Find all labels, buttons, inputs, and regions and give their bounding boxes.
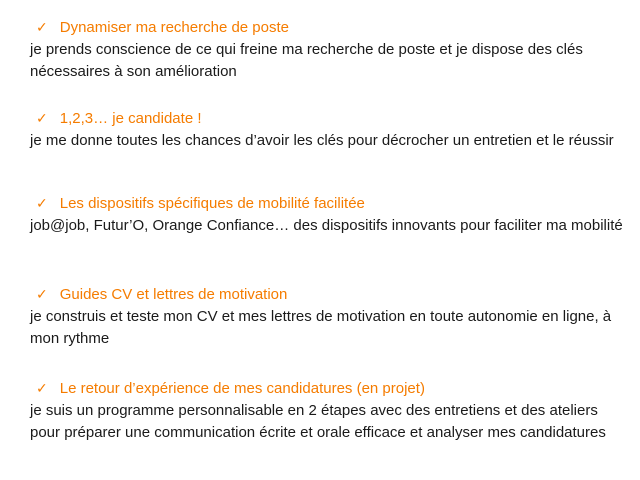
checkmark-icon: ✓ xyxy=(36,111,48,127)
item-description: je me donne toutes les chances d’avoir les clés pour décrocher un entretien et le réussir xyxy=(30,132,614,149)
item-heading[interactable] xyxy=(30,18,630,38)
item-candidate xyxy=(30,109,630,152)
item-title: Le retour d’expérience de mes candidatures (en projet) xyxy=(59,380,425,397)
item-title: Les dispositifs spécifiques de mobilité facilitée xyxy=(59,195,365,212)
item-title: Dynamiser ma recherche de poste xyxy=(59,19,290,36)
item-heading[interactable] xyxy=(30,194,630,214)
item-heading[interactable] xyxy=(30,285,630,305)
item-retour-experience xyxy=(30,379,630,444)
checkmark-icon: ✓ xyxy=(36,20,48,36)
item-description: je construis et teste mon CV et mes lettres de motivation en toute autonomie en ligne, à mon rythme xyxy=(30,308,612,347)
item-dispositifs xyxy=(30,194,630,237)
item-description: je suis un programme personnalisable en 2 étapes avec des entretiens et des ateliers pour préparer une communication écrite et orale efficace et analyser mes candidatures xyxy=(30,402,606,441)
item-heading[interactable] xyxy=(30,109,630,129)
item-dynamiser xyxy=(30,18,630,83)
item-description: job@job, Futur’O, Orange Confiance… des dispositifs innovants pour faciliter ma mobilité xyxy=(30,217,623,234)
checkmark-icon: ✓ xyxy=(36,287,48,303)
item-title: Guides CV et lettres de motivation xyxy=(59,286,288,303)
item-guides-cv xyxy=(30,285,630,350)
checkmark-icon: ✓ xyxy=(36,196,48,212)
checkmark-icon: ✓ xyxy=(36,381,48,397)
item-description: je prends conscience de ce qui freine ma recherche de poste et je dispose des clés nécessaires à son amélioration xyxy=(30,41,583,80)
item-title: 1,2,3… je candidate ! xyxy=(59,110,202,127)
item-heading[interactable] xyxy=(30,379,630,399)
